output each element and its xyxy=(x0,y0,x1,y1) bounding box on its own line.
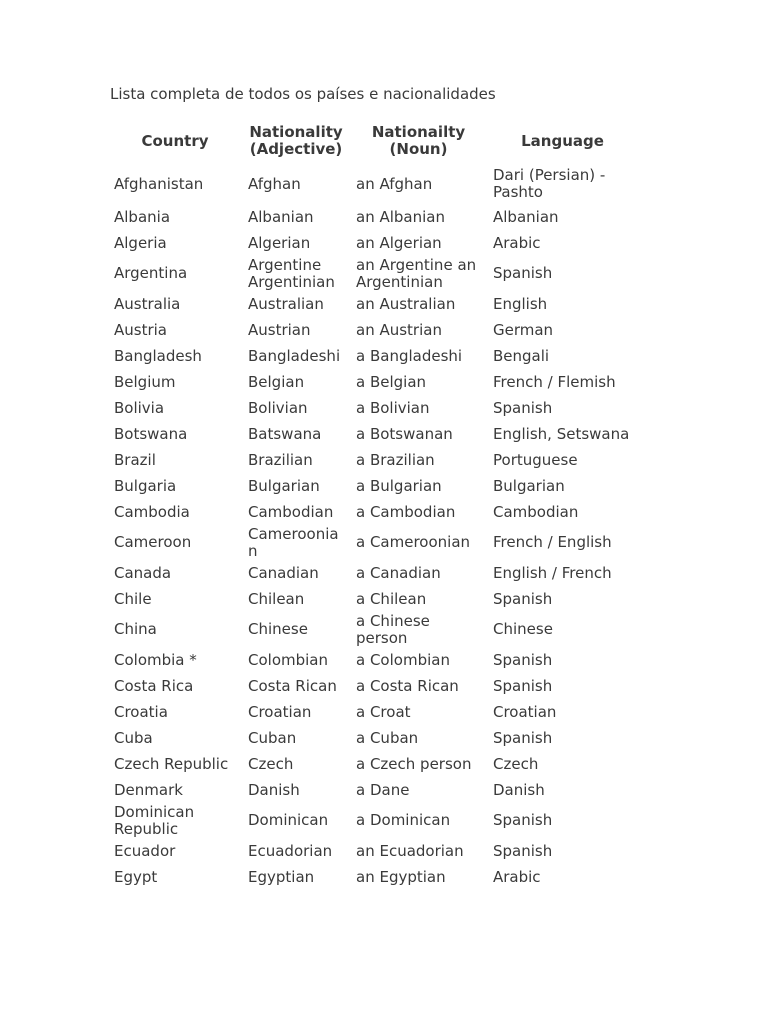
cell-noun: a Canadian xyxy=(356,563,441,582)
table-row xyxy=(108,369,638,395)
table-row xyxy=(108,525,638,560)
cell-country: Botswana xyxy=(114,424,188,443)
cell-country: Ecuador xyxy=(114,841,176,860)
cell-country: Algeria xyxy=(114,233,167,252)
table-row xyxy=(108,612,638,647)
header-adjective-line2: (Adjective) xyxy=(249,140,343,158)
table-row xyxy=(108,803,638,838)
cell-noun: a Bolivian xyxy=(356,398,430,417)
table-row xyxy=(108,499,638,525)
table-row xyxy=(108,838,638,864)
table-header-row xyxy=(108,118,638,164)
cell-language: Arabic xyxy=(493,867,541,886)
cell-noun: an Egyptian xyxy=(356,867,446,886)
cell-adjective: Dominican xyxy=(248,811,329,829)
cell-country: Belgium xyxy=(114,372,176,391)
cell-noun: a Belgian xyxy=(356,372,427,391)
cell-noun: a Brazilian xyxy=(356,450,435,469)
cell-noun: an Australian xyxy=(356,294,456,313)
table-row xyxy=(108,395,638,421)
table-row xyxy=(108,291,638,317)
cell-language: English, Setswana xyxy=(493,424,630,443)
cell-country: Albania xyxy=(114,207,171,226)
cell-language: Portuguese xyxy=(493,450,578,469)
cell-adjective: Colombian xyxy=(248,650,328,669)
table-row xyxy=(108,230,638,256)
cell-noun: a Cambodian xyxy=(356,502,456,521)
cell-adjective: Brazilian xyxy=(248,450,313,469)
cell-noun: an Austrian xyxy=(356,320,442,339)
cell-adjective: Belgian xyxy=(248,372,305,391)
cell-language: French / Flemish xyxy=(493,372,616,391)
cell-adjective: Bulgarian xyxy=(248,476,320,495)
cell-adjective: Bangladeshi xyxy=(248,346,341,365)
cell-adjective: Cuban xyxy=(248,728,297,747)
table-row xyxy=(108,699,638,725)
cell-adjective: Cameroonian xyxy=(248,525,339,560)
cell-language: Albanian xyxy=(493,207,559,226)
cell-noun: an Algerian xyxy=(356,233,442,252)
cell-country: China xyxy=(114,620,157,638)
cell-language: Croatian xyxy=(493,702,557,721)
cell-adjective: Batswana xyxy=(248,424,322,443)
cell-noun: a Dane xyxy=(356,780,410,799)
cell-country: Argentina xyxy=(114,264,188,282)
cell-language: Spanish xyxy=(493,398,553,417)
cell-adjective: Afghan xyxy=(248,174,301,193)
cell-noun: a Chilean xyxy=(356,589,427,608)
cell-country: Egypt xyxy=(114,867,158,886)
cell-language: French / English xyxy=(493,533,612,551)
cell-language: Cambodian xyxy=(493,502,579,521)
cell-noun: a Czech person xyxy=(356,754,472,773)
cell-adjective: Costa Rican xyxy=(248,676,337,695)
cell-language: English / French xyxy=(493,563,612,582)
cell-noun: a Cameroonian xyxy=(356,533,471,551)
cell-country: Dominican Republic xyxy=(114,803,195,838)
cell-noun: an Ecuadorian xyxy=(356,841,464,860)
header-nationality-noun xyxy=(350,118,487,164)
cell-adjective: Cambodian xyxy=(248,502,334,521)
table-row xyxy=(108,751,638,777)
cell-country: Czech Republic xyxy=(114,754,229,773)
cell-adjective: Bolivian xyxy=(248,398,308,417)
cell-language: Spanish xyxy=(493,811,553,829)
cell-noun: a Botswanan xyxy=(356,424,453,443)
cell-language: Spanish xyxy=(493,650,553,669)
cell-noun: a Cuban xyxy=(356,728,419,747)
cell-adjective: Algerian xyxy=(248,233,311,252)
cell-language: Spanish xyxy=(493,676,553,695)
cell-language: Dari (Persian) - Pashto xyxy=(493,166,606,201)
page-title: Lista completa de todos os países e nacionalidades xyxy=(110,85,496,103)
cell-noun: an Afghan xyxy=(356,174,433,193)
cell-country: Afghanistan xyxy=(114,174,204,193)
cell-country: Costa Rica xyxy=(114,676,194,695)
cell-noun: a Colombian xyxy=(356,650,450,669)
table-row xyxy=(108,164,638,204)
cell-language: Danish xyxy=(493,780,545,799)
table-row xyxy=(108,586,638,612)
cell-noun: an Albanian xyxy=(356,207,445,226)
cell-language: Bengali xyxy=(493,346,550,365)
cell-country: Chile xyxy=(114,589,152,608)
table-row xyxy=(108,864,638,890)
cell-noun: a Costa Rican xyxy=(356,676,459,695)
table-row xyxy=(108,256,638,291)
table-row xyxy=(108,673,638,699)
cell-adjective: Ecuadorian xyxy=(248,841,333,860)
cell-noun: an Argentine an Argentinian xyxy=(356,256,477,291)
cell-language: German xyxy=(493,320,554,339)
cell-adjective: Egyptian xyxy=(248,867,315,886)
table-row xyxy=(108,317,638,343)
table-row xyxy=(108,343,638,369)
cell-noun: a Bulgarian xyxy=(356,476,442,495)
table-row xyxy=(108,473,638,499)
cell-adjective: Croatian xyxy=(248,702,312,721)
cell-language: English xyxy=(493,294,548,313)
cell-country: Bangladesh xyxy=(114,346,202,365)
cell-adjective: Australian xyxy=(248,294,324,313)
cell-language: Bulgarian xyxy=(493,476,565,495)
cell-adjective: Chinese xyxy=(248,620,308,638)
cell-country: Australia xyxy=(114,294,181,313)
cell-adjective: Canadian xyxy=(248,563,319,582)
cell-country: Cambodia xyxy=(114,502,190,521)
table-row xyxy=(108,560,638,586)
cell-language: Spanish xyxy=(493,264,553,282)
cell-country: Colombia * xyxy=(114,650,197,669)
cell-language: Chinese xyxy=(493,620,553,638)
cell-adjective: Austrian xyxy=(248,320,311,339)
cell-language: Spanish xyxy=(493,589,553,608)
table-row xyxy=(108,447,638,473)
cell-noun: a Bangladeshi xyxy=(356,346,463,365)
cell-adjective: Czech xyxy=(248,754,294,773)
cell-noun: a Chinese person xyxy=(356,612,430,647)
cell-country: Cuba xyxy=(114,728,153,747)
table-row xyxy=(108,777,638,803)
cell-adjective: Albanian xyxy=(248,207,314,226)
cell-adjective: Danish xyxy=(248,780,300,799)
cell-country: Austria xyxy=(114,320,167,339)
header-noun-line1: Nationailty xyxy=(371,123,466,141)
table-row xyxy=(108,725,638,751)
header-nationality-adjective xyxy=(242,118,350,164)
cell-country: Brazil xyxy=(114,450,156,469)
table-row xyxy=(108,204,638,230)
table-row xyxy=(108,421,638,447)
nationalities-table xyxy=(108,118,638,890)
table-row xyxy=(108,647,638,673)
cell-noun: a Croat xyxy=(356,702,411,721)
cell-language: Spanish xyxy=(493,841,553,860)
cell-country: Croatia xyxy=(114,702,168,721)
header-noun-line2: (Noun) xyxy=(389,140,448,158)
cell-adjective: Argentine Argentinian xyxy=(248,256,335,291)
cell-language: Arabic xyxy=(493,233,541,252)
header-country: Country xyxy=(141,131,209,150)
cell-noun: a Dominican xyxy=(356,811,451,829)
cell-country: Bolivia xyxy=(114,398,165,417)
header-language: Language xyxy=(521,131,604,150)
cell-country: Canada xyxy=(114,563,172,582)
cell-adjective: Chilean xyxy=(248,589,305,608)
cell-country: Cameroon xyxy=(114,533,192,551)
cell-language: Czech xyxy=(493,754,539,773)
cell-country: Bulgaria xyxy=(114,476,177,495)
cell-language: Spanish xyxy=(493,728,553,747)
cell-country: Denmark xyxy=(114,780,183,799)
header-adjective-line1: Nationality xyxy=(249,123,343,141)
